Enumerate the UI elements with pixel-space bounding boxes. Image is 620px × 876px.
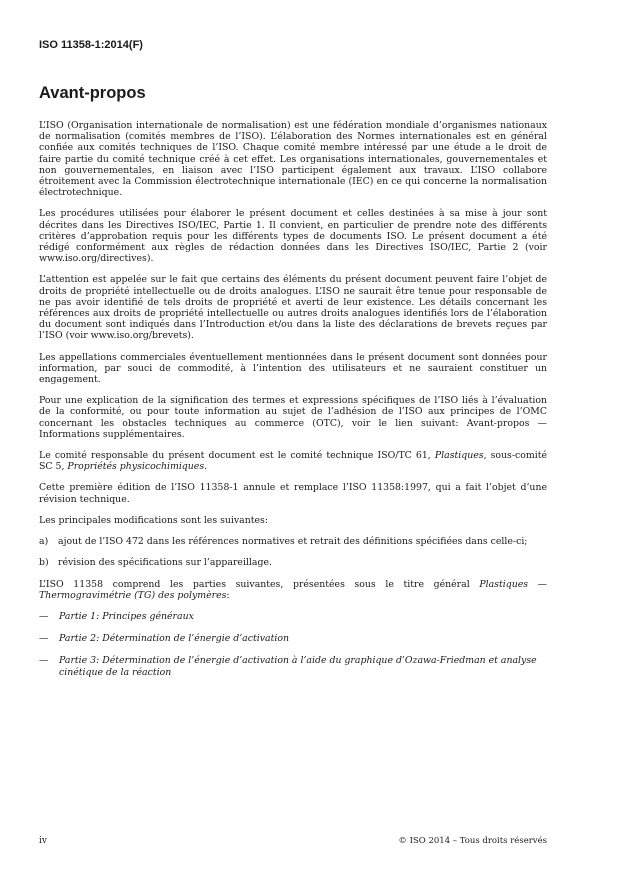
list-item xyxy=(39,611,547,622)
list-item-text: révision des spécifications sur l’appareillage. xyxy=(58,557,272,569)
paragraph-trade-names: Les appellations commerciales éventuellement mentionnées dans le présent document sont données pour information, par souci de commodité, à l’intention des utilisateurs et ne sauraient constituer un engagement. xyxy=(39,351,547,386)
list-item-text: Partie 1: Principes généraux xyxy=(59,610,194,622)
document-header: ISO 11358-1:2014(F) xyxy=(39,39,143,51)
foreword-body xyxy=(39,120,547,689)
page-number: iv xyxy=(39,836,47,846)
parts-intro-text: L’ISO 11358 comprend les parties suivantes, présentées sous le titre général xyxy=(39,578,480,590)
list-item-label: a) xyxy=(39,536,49,548)
subcommittee-name: Propriétés physicochimiques xyxy=(67,461,205,473)
list-item-text: Partie 3: Détermination de l’énergie d’activation à l’aide du graphique d’Ozawa-Friedman et analyse cinétique de la réaction xyxy=(59,655,537,678)
committee-text-1: Le comité responsable du présent document est le comité technique ISO/TC 61, xyxy=(39,450,435,462)
parts-intro-colon: : xyxy=(226,589,230,601)
list-item-text: Partie 2: Détermination de l’énergie d’activation xyxy=(59,633,289,645)
paragraph-committee xyxy=(39,450,547,472)
committee-name: Plastiques xyxy=(434,450,484,462)
committee-text-3: . xyxy=(204,461,208,473)
paragraph-conformity: Pour une explication de la signification des termes et expressions spécifiques de l’ISO liés à l’évaluation de la conformité, ou pour toute information au sujet de l’adhésion de l’ISO aux principes de l’OMC concernant les obstacles techniques au commerce (OTC), voir le lien suivant: Avant-propos — Informations supplémentaires. xyxy=(39,395,547,440)
paragraph-procedures: Les procédures utilisées pour élaborer le présent document et celles destinées à sa mise à jour sont décrites dans les Directives ISO/IEC, Partie 1. Il convient, en particulier de prendre note des différents critères d’approbation requis pour les différents types de documents ISO. Le présent document a été rédigé conformément aux règles de rédaction données dans les Directives ISO/IEC, Partie 2 (voir www.iso.org/directives). xyxy=(39,208,547,265)
paragraph-parts-intro xyxy=(39,579,547,601)
section-title: Avant-propos xyxy=(39,84,146,102)
paragraph-iso-organisation: L’ISO (Organisation internationale de normalisation) est une fédération mondiale d’organismes nationaux de normalisation (comités membres de l’ISO). L’élaboration des Normes internationales est en général confiée aux comités techniques de l’ISO. Chaque comité membre intéressé par une étude a le droit de faire partie du comité technique créé à cet effet. Les organisations internationales, gouvernementales et non gouvernementales, en liaison avec l’ISO participent également aux travaux. L’ISO collabore étroitement avec la Commission électrotechnique internationale (IEC) en ce qui concerne la normalisation électrotechnique. xyxy=(39,120,547,199)
general-title: Plastiques — Thermogravimétrie (TG) des polymères xyxy=(39,578,548,601)
list-item-dash: — xyxy=(39,633,49,645)
list-item xyxy=(39,536,547,547)
paragraph-modifications-intro: Les principales modifications sont les suivantes: xyxy=(39,514,268,526)
committee-text-2: , sous-comité SC 5, xyxy=(39,450,547,473)
paragraph-patent-rights: L’attention est appelée sur le fait que certains des éléments du présent document peuvent faire l’objet de droits de propriété intellectuelle ou de droits analogues. L’ISO ne saurait être tenue pour responsable de ne pas avoir identifié de tels droits de propriété et averti de leur existence. Les détails concernant les références aux droits de propriété intellectuelle ou autres droits analogues identifiés lors de l’élaboration du document sont indiqués dans l’Introduction et/ou dans la liste des déclarations de brevets reçues par l’ISO (voir www.iso.org/brevets). xyxy=(39,274,547,342)
list-item-dash: — xyxy=(39,655,49,667)
list-item xyxy=(39,655,547,677)
list-item xyxy=(39,633,547,644)
list-item-text: ajout de l’ISO 472 dans les références normatives et retrait des définitions spécifiées dans celle-ci; xyxy=(58,536,528,548)
list-item xyxy=(39,557,547,568)
copyright-notice: © ISO 2014 – Tous droits réservés xyxy=(398,836,547,846)
list-item-label: b) xyxy=(39,557,49,569)
list-item-dash: — xyxy=(39,610,49,622)
paragraph-edition: Cette première édition de l’ISO 11358-1 annule et remplace l’ISO 11358:1997, qui a fait l’objet d’une révision technique. xyxy=(39,482,547,505)
